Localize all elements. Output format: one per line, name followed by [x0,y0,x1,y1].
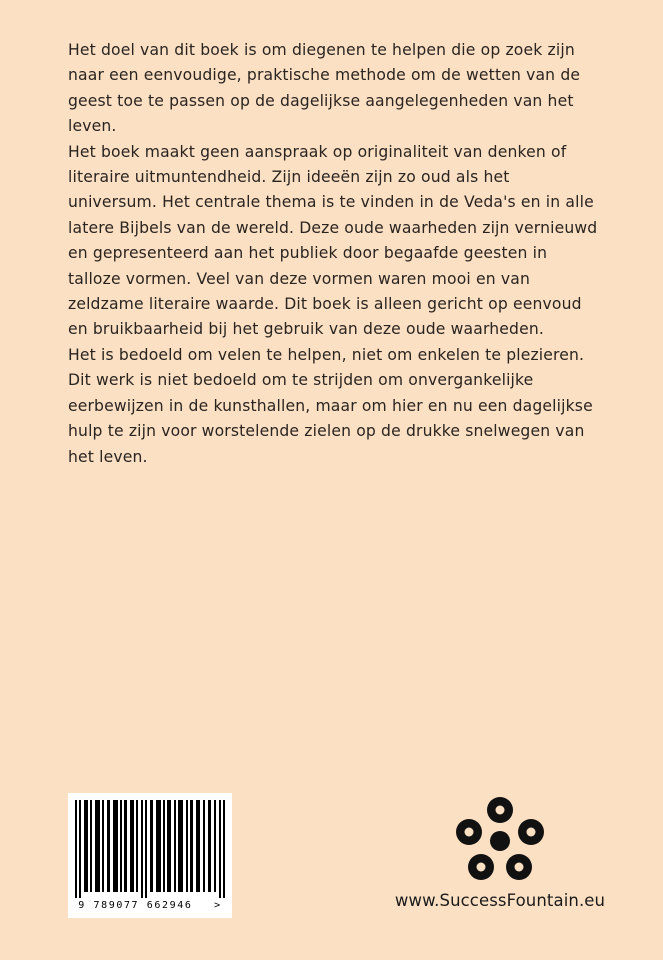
book-description [68,38,598,470]
barcode-area [68,793,244,918]
flower-logo-icon [454,795,546,881]
blurb-paragraph-1: Het doel van dit boek is om diegenen te helpen die op zoek zijn naar een eenvoudige, praktische methode om de wetten van de geest toe te passen op de dagelijkse aangelegenheden van het leven. [68,41,581,136]
blurb-paragraph-2: Het boek maakt geen aanspraak op originaliteit van denken of literaire uitmuntendheid. Zijn ideeën zijn zo oud als het universum. Het centrale thema is te vinden in de Veda's en in alle latere Bijbels van de wereld. Deze oude waarheden zijn vernieuwd en gepresenteerd aan het publiek door begaafde geesten in talloze vormen. Veel van deze vormen waren mooi en van zeldzame literaire waarde. Dit boek is alleen gericht op eenvoud en bruikbaarheid bij het gebruik van deze oude waarheden. [68,142,598,339]
publisher-website: www.SuccessFountain.eu [394,891,606,910]
barcode-number [75,898,225,915]
barcode-box [68,793,232,918]
blurb-paragraph-3: Het is bedoeld om velen te helpen, niet om enkelen te plezieren. Dit werk is niet bedoeld om te strijden om onvergankelijke eerbewijzen in de kunsthallen, maar om hier en nu een dagelijkse hulp te zijn voor worstelende zielen op de drukke snelwegen van het leven. [68,345,593,466]
publisher-logo-area [390,795,610,910]
barcode-bars-icon [75,800,227,898]
barcode-suffix: > [214,900,222,911]
barcode-digits-value: 9 789077 662946 [78,900,193,911]
